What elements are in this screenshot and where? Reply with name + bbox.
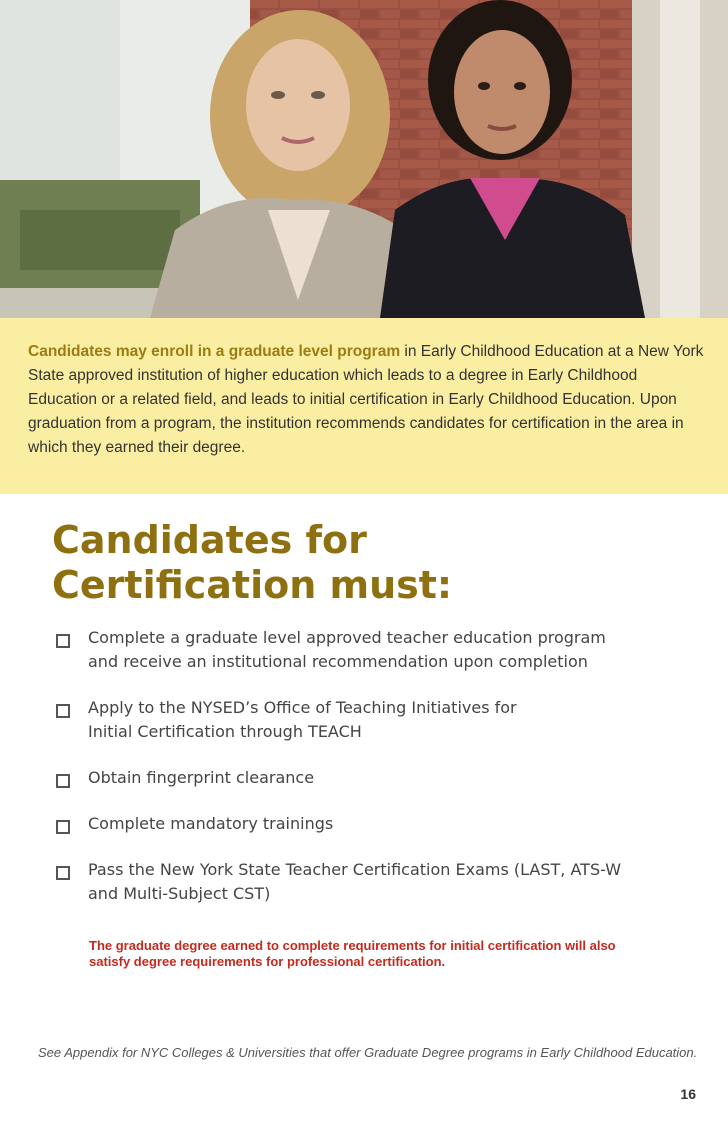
checkbox-icon[interactable] [56, 774, 70, 788]
checklist-item [56, 766, 696, 790]
checklist-line: Apply to the NYSED’s Office of Teaching Initiatives for [88, 698, 517, 717]
requirements-checklist [56, 626, 696, 928]
checklist-item [56, 812, 696, 836]
note-line-2: satisfy degree requirements for professional certification. [89, 954, 446, 969]
checkbox-icon[interactable] [56, 820, 70, 834]
appendix-footnote: See Appendix for NYC Colleges & Universities that offer Graduate Degree programs in Early Childhood Education. [38, 1045, 698, 1060]
checklist-line: and receive an institutional recommendation upon completion [88, 652, 588, 671]
checkbox-icon[interactable] [56, 866, 70, 880]
checkbox-icon[interactable] [56, 704, 70, 718]
checkbox-icon[interactable] [56, 634, 70, 648]
degree-note [89, 938, 649, 970]
note-line-1: The graduate degree earned to complete requirements for initial certification will also [89, 938, 616, 953]
two-women-photo-icon [0, 0, 728, 318]
checklist-line: Pass the New York State Teacher Certification Exams (LAST, ATS-W [88, 860, 622, 879]
checklist-line: and Multi-Subject CST) [88, 884, 271, 903]
heading-line-2: Certification must: [52, 563, 453, 607]
section-heading [52, 518, 452, 608]
header-photo [0, 0, 728, 318]
intro-paragraph [28, 340, 708, 460]
intro-body: in Early Childhood Education at a New York State approved institution of higher education which leads to a degree in Early Childhood Education or a related field, and leads to initial certification in Early Childhood Education. Upon graduation from a program, the institution recommends candidates for certification in the area in which they earned their degree. [28, 343, 704, 456]
checklist-line: Initial Certification through TEACH [88, 722, 362, 741]
checklist-item [56, 696, 696, 744]
checklist-line: Obtain fingerprint clearance [88, 768, 315, 787]
checklist-line: Complete a graduate level approved teacher education program [88, 628, 606, 647]
checklist-item [56, 858, 696, 906]
page-number: 16 [680, 1086, 696, 1102]
checklist-item [56, 626, 696, 674]
intro-lead: Candidates may enroll in a graduate level program [28, 343, 401, 360]
intro-callout [0, 318, 728, 494]
checklist-line: Complete mandatory trainings [88, 814, 334, 833]
heading-line-1: Candidates for [52, 518, 367, 562]
